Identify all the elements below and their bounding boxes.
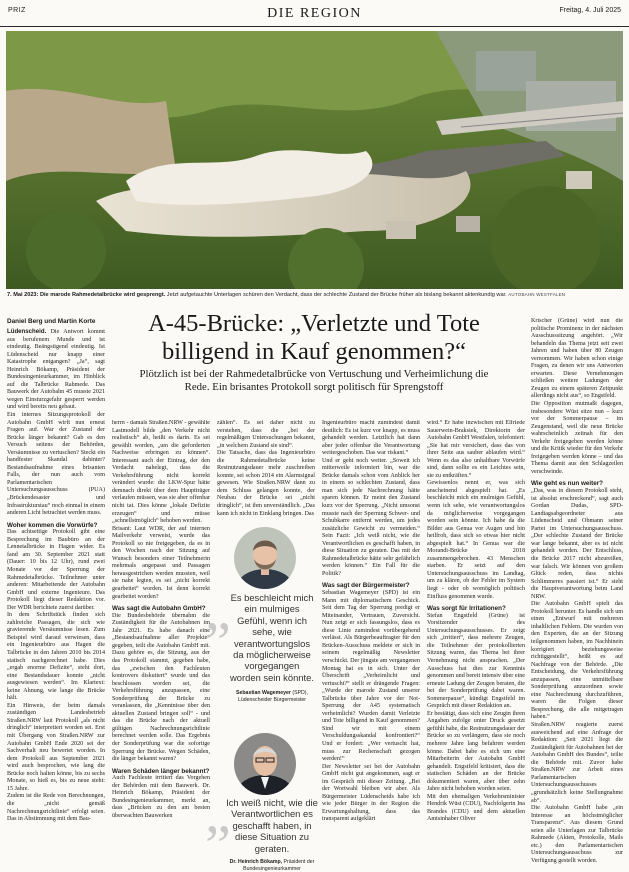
paragraph: In dem Schriftstück finden sich zahlreiche Passagen, die sich wie gravierende Versäumnisse lesen. Zum Beispiel wird darauf verwiesen, dass ein Ingenieurbüro aus Hagen die Talbrücke in den Jahren 2010 bis 2014 statisch nachgerechnet habe. Dies „ergab enorme Defizite“, steht dort, eine Bestandsdauer konnte „nicht ausgewiesen werden“. Im Klartext: keine Ahnung, wie lange die Brücke hält. xyxy=(7,612,105,702)
paragraph: Und er geht noch weiter. „Soweit ich mitterweile informiert bin, war die Brücke damals schon vom Anblick her in einem so schlechten Zustand, dass man sich jede Nachrechnung hätte sparen können. Er meint den Zustand kurz vor der Sperrung. „Nicht umsonst musste nach der Sperrung Schwer- und Schubkarre entfernt werden, um jedes zusätzliche Gewicht zu vermeiden.“ Sein Fazit: „Ich weiß nicht, wie die Verantwortlichen es geschafft haben, in diese Situation zu geraten. Das mit der Rahmedetalbrücke hätte sehr gefährlich werden können.“ Ein Fall für die Politik? xyxy=(322,457,420,577)
paragraph: Er bestätigt, dass sich eine Zeugin ihren Angaben zufolge unter Druck gesetzt gefühlt habe, die Restnutzungsdauer der Brücke so zu verlängern, dass sie noch mehrere Jahre lang befahren werden könne. Dabei habe es sich um eine Mitarbeiterin der Autobahn GmbH gehandelt. Engstfeld kritisiert, dass die statischen Schäden an der Brücke dokumentiert waren, aber über zehn Jahre nicht behoben worden seien. xyxy=(427,710,525,793)
paragraph: herrn - damals Straßen.NRW - gewählte Lastmodell bilde „den Verkehr nicht realistisch“ ab, heißt es darin. Es sei gewählt worden, „um die geforderten Nachweise erbringen zu können“. Interessant auch der Eintrag, der den Verdacht nahelegt, dass die Verkehrsführung nicht korrekt verändert wurde: die LKW-Spur hätte demnach direkt über dem Hauptträger verlaufen müssen, was sie aber offenbar nicht tat. Dies könne „lokale Defizite erzeugen“ und müsse „schnellstmöglich“ behoben werden. xyxy=(112,420,210,525)
paragraph: Der Newsletter sei bei der Autobahn GmbH nicht gut angekommen, sagt er im Gespräch mit dieser Zeitung. „Bei der Wortwahl bleiben wir aber. Als Bürgermeister Lüdenscheids habe ich wie jeder Bürger in der Region die Erwartungshaltung, dass das transparent aufgeklärt xyxy=(322,763,420,823)
paragraph: Ein Hinweis, der beim damals zuständigen Landesbetrieb Straßen.NRW laut Protokoll „als nicht dringlich“ interpretiert worden sei. Erst mit Übergang von Straßen.NRW zur Autobahn GmbH Ende 2020 sei der Sachverhalt neu bewertet worden. In dem Protokoll aus September 2021 wird auch besprochen, wie lang die Brücke noch halten könne, bis zu sechs Monate, so hieß es, bis zu neue steht: 15 Jahre. xyxy=(7,702,105,792)
pull-quote-wagemeyer xyxy=(230,592,314,703)
byline: Daniel Berg und Martin Korte xyxy=(7,318,96,325)
paragraph: Brisant: Laut WDR, der auf internen Mailverkehr verweist, wurde das Protokoll so nie freigegeben, da es in den Wochen nach der Sitzung auf Wunsch besonders einer Teilnehmerin mehrmals angepasst und Passagen herausgestrichen werden mussten, weil sie nahe legten, es sei „nicht korrekt gearbeitet“ worden. Ist denn korrekt gearbeitet worden? xyxy=(112,525,210,600)
issue-date: Freitag, 4. Juli 2025 xyxy=(559,7,621,14)
quote-attribution xyxy=(226,859,318,872)
paragraph: Zudem ist die Rede von Berechnungen, die „nicht gemäß Nachrechnungsrichtlinie“ erfolgt seien. Das in Abstimmung mit dem Bau- xyxy=(7,793,105,823)
headline: A-45-Brücke: „Verletzte und Tote billigend in Kauf genommen?“ xyxy=(148,310,480,365)
paragraph xyxy=(7,328,105,412)
quote-author: Dr. Heinrich Bökamp, xyxy=(229,859,283,866)
article-column-1 xyxy=(7,328,105,868)
paragraph: Sebastian Wagemeyer (SPD) ist ein Mann mit diplomatischem Geschick. Seit dem Tag der Sperrung predigt er Miteinander, Vertrauen, Zuversicht. Nun zeigt er sich fassungslos, dass es diese Linie zumindest vorübergehend verlässt. Als Bürgerbeauftragter für den Brücken-Ausschuss meldete er sich in seinem regelmäßig Newsletter verschickt. Der jüngste am vergangenen Montag hat es in sich. Unter der Überschrift „Verheimlicht und vertuscht?“ stellt er drängende Fragen: „Wurde der marode Zustand unserer Talbrücke über Jahre vor der Not-Sperrung der A45 systematisch verheimlicht? Wurden damit Verletzte und Tote billigend in Kauf genommen? Sind wir mit einem Verschuldungsskandal konfrontiert?“ Und er fordert: „Wer vertuscht hat, muss zur Rechenschaft gezogen werden!“ xyxy=(322,590,420,763)
paragraph: Die Bundesbehörde übernahm die Zuständigkeit für die Autobahnen im Jahr 2021. Es habe danach eine „Bestandsaufnahme aller Projekte“ gegeben, teilt die Autobahn GmbH mit. Dazu gehöre es, die Sitzung, aus der das Protokoll stammt, gegeben habe, das „zwischen den Fachleuten kontrovers diskutiert“ wurde und das beschlossen worden sei, die Verkehrsführung anzupassen, eine Sonderprüfung der Brücke zu veranlassen, die „Kenntnisse über den aktuellen Zustand bringen soll“ - und das die Brücke nach der aktuell gültigen Nachrechnungsrichtlinie berechnet werden solle. Das Ergebnis der Sonderprüfung war die sofortige Sperrung der Brücke. Wegen Schäden, die länger bekannt waren? xyxy=(112,612,210,763)
subheading: Woher kommen die Vorwürfe? xyxy=(7,521,98,529)
quote-mark-icon: „ xyxy=(205,780,231,845)
portrait-heinrich-bokamp xyxy=(234,733,296,795)
paragraph: Stefan Engstfeld (Grüne) ist Vorsitzender des Untersuchungsausschusses. Er zeigt sich „irritiert“, dass mehrere Zeugen, die Teilnehmer der protokollierten Sitzung waren, das Thema bei ihrer Vernehmung nicht ansprachen. „Der Ausschuss hat dies zur Kenntnis genommen und bereit intensiv über eine erneute Ladung der Zeugen beraten, die bei der Sonderprüfung dabei waren. Sommerpause“, kündigt Engstfeld im Gespräch mit dieser Redaktion an. xyxy=(427,612,525,710)
quote-role: (SPD), Lüdenscheider Bürgermeister xyxy=(237,690,308,703)
paragraph: Das achtseitige Protokoll gibt eine Besprechung im Baubüro an der Lennetalbrücke in Hagen wider. Es fand am 30. September 2021 statt (Dauer: 10 bis 12 Uhr), rund zwei Monate vor der Sperrung der Rahmedetalbrücke. Teilnehmer unter anderen: Mitarbeitende der Autobahn GmbH und externe Ingenieure. Das Protokoll liegt dieser Redaktion vor. Der WDR berichtete zuerst darüber. xyxy=(7,529,105,611)
subheading: Was sagt der Bürgermeister? xyxy=(322,582,410,590)
photo-caption xyxy=(7,291,622,299)
subheadline: Plötzlich ist bei der Rahmedetalbrücke von Vertuschung und Verheimlichung die Rede. Ein brisantes Protokoll sorgt politisch für Sprengstoff xyxy=(139,368,489,393)
subheading: Wie geht es nun weiter? xyxy=(531,480,604,488)
paragraph: Ein internes Sitzungsprotokoll der Autobahn GmbH wirft nun erneut Fragen auf. War der Zustand der Brücke länger bekannt? Gab es den Versuch seitens der Behörden, Versäumnisse zu vertuschen? Steckt ein handfester Skandal dahinter? Bestandsaufnahme eines brisanten Falls, der nun auch vom Parlamentarischen Untersuchungsausschuss (PUA) „Brückendesaster und Infrastrukturstau“ noch einmal in einem anderen Licht betrachtet werden muss. xyxy=(7,412,105,517)
paragraph: Die Tatsache, dass das Ingenieurbüro die Rahmedetalbrücke keine Restnutzungsdauer mehr zuschreiben konnte, sei schon 2014 ein Alarmsignal gewesen. Wie Straßen.NRW dann zu dem Schluss gelangen konnte, der Neubau der Brücke sei „nicht dringlich“, ist ihm unverständlich. „Das kann ich nicht in Einklang bringen. Das xyxy=(217,450,315,517)
paragraph: wird.“ Er habe inzwischen mit Elfriede Sauerwein-Braksiek, Direktorin der Autobahn GmbH Westfalen, telefoniert: „Sie hat mir versichert, dass das von ihrer Seite aus sauber ablaufen wird.“ Wenn es das also unhaltbare Vorwürfe sind, dann sollte es ein Leichtes sein, sie zu entkräften.“ xyxy=(427,420,525,479)
paragraph-text: Die Antwort kommt aus berufenem Munde und ist eindeutig. Beängstigend eindeutig. Ist Lüdenscheid nur knapp einer Katastrophe entgangen? „Ja“, sagt Heinrich Bökamp, Präsident der Bundesingenieurkammer, im Hinblick auf die Talbrücke Rahmede. Das Bauwerk der Autobahn 45 musste 2021 wegen Einsturzgefahr gesperrt werden und wird bereits neu gebaut. xyxy=(7,329,105,411)
quote-attribution xyxy=(230,690,314,703)
paragraph: Die Opposition mutmaßt dagegen, insbesondere Wüst sitze nun – kurz vor der Sommerpause – im Zeugenstand, weil die neue Brücke wahrscheinlich zeitnah für den Verkehr freigegeben werden könne und die Kritik wieder für den Verkehr freigegeben werden könne – und das Thema damit aus den Schlagzeilen verschwinde. xyxy=(531,401,623,475)
caption-lead: 7. Mai 2023: Die marode Rahmedetalbrücke wird gesprengt. xyxy=(7,292,166,298)
quote-role: Präsident der Bundesingenieurkammer xyxy=(243,859,315,872)
paragraph: „Das, was in diesem Protokoll steht, ist absolut erschreckend“, sagt auch Gordan Dudas, SPD-Landtagsabgeordneter aus Lüdenscheid und Obmann seiner Partei im Untersuchungsausschuss. „Der schlechte Zustand der Brücke war lange bekannt, aber es ist nicht gehandelt worden. Der Entschluss, die Brücke 2017 nicht abzureißen, war falsch. Wir können von großem Glück reden, dass nichts Schlimmeres passiert ist.“ Er sieht die Hauptverantwortung beim Land NRW. xyxy=(531,488,623,600)
caption-text: Jetzt aufgetauchte Unterlagen schüren den Verdacht, dass der schlechte Zustand der Brücke früher als bislang bekannt aktenkundig war. xyxy=(165,292,507,298)
quote-author: Sebastian Wagemeyer xyxy=(236,690,291,697)
portrait-sebastian-wagemeyer xyxy=(234,527,296,589)
article-column-6 xyxy=(531,318,623,868)
quote-text: Es beschleicht mich ein mulmiges Gefühl, wenn ich sehe, wie verantwortungslos da möglicherweise vorgegangen worden sein könnte. xyxy=(230,592,314,683)
paragraph: Straßen.NRW reagierte zuerst ausweichend auf eine Anfrage der Redaktion: „Seit 2021 liegt die Zuständigkeit für Autobahnen bei der Autobahn GmbH des Bundes“, teilte die Behörde mit. Zuvor habe Straßen.NRW zur Arbeit eines Parlamentarischen Untersuchungsausschusses „grundsätzlich keine Stellungnahme ab“. xyxy=(531,722,623,804)
article-column-5 xyxy=(427,420,525,868)
masthead xyxy=(0,0,629,27)
paragraph: Gewissenlos nennt er, was sich anscheinend abgespielt hat. „Es beschleicht mich ein mulmiges Gefühl, wenn ich sehe, wie verantwortungslos da möglicherweise vorgegangen worden sein könnte. Ich habe da die Bilder aus Genua vor Augen und bin heilfroh, dass sich so etwas hier nicht abgespielt hat.“ In Genua war die Morandi-Brücke 2018 zusammengebrochen. 43 Menschen starben. Er setzt auf den Untersuchungsausschuss im Landtag, um zu klären, ob der Fehler im System liegt - oder ob womöglich politisch Einfluss genommen wurde. xyxy=(427,480,525,600)
article-column-4 xyxy=(322,420,420,868)
subheading: Waren Schäden länger bekannt? xyxy=(112,767,210,775)
subheading: Was sorgt für Irritationen? xyxy=(427,605,506,613)
paragraph: Ingenieurbüro macht zumindest damit deutlich: Es ist kurz vor knapp, es muss gehandelt werden. Letztlich hat dann aber jeder offenbar die Verantwortung weitergeschoben. Das war riskant.“ xyxy=(322,420,420,457)
photo-credit: AUTOBAHN WESTFALEN xyxy=(508,292,566,297)
dateline: Lüdenscheid. xyxy=(7,328,47,335)
pull-quote-bokamp xyxy=(226,797,318,872)
article-column-3 xyxy=(217,420,315,522)
article-column-2 xyxy=(112,420,210,868)
paragraph: Mit den ehemaligen Verkehrsminister Hendrik Wüst (CDU), Nachfolgerin Ina Brandes (CDU) und dem aktuellen Amtsinhaber Oliver xyxy=(427,793,525,823)
paragraph: Die Autobahn GmbH habe „ein Interesse an höchstmöglicher Transparenz“. Aus diesem Grund seien alle Unterlagen zur Talbrücke Rahmede (Akten, Protokolle, Mails etc.) den Parlamentarischen Untersuchungsausschuss zur Verfügung gestellt worden. xyxy=(531,805,623,864)
paragraph: Auch Fachleute irritiert das Vorgehen der Behörden mit dem Bauwerk. Dr. Heinrich Bökamp, Präsident der Bundesingenieurkammer, merkt an, dass „Brücken zu den am besten überwachten Bauwerken xyxy=(112,775,210,819)
paragraph: zählen“. Es sei daher nicht zu verstehen, dass die „bei der regelmäßigen Untersuchungen bekannt, „in welchem Zustand sie sind“. xyxy=(217,420,315,449)
section-title: DIE REGION xyxy=(267,6,362,21)
quote-mark-icon: „ xyxy=(205,577,231,642)
page-label: PRIZ xyxy=(8,7,26,14)
quote-text: Ich weiß nicht, wie die Verantwortlichen es geschafft haben, in diese Situation zu geraten. xyxy=(226,797,318,854)
bridge-demolition-photo xyxy=(6,31,623,289)
paragraph: Krischer (Grüne) wird nun die politische Prominenz in der nächsten Ausschusssitzung angehört. „Wir behandeln das Thema jetzt seit zwei Jahren und haben über 80 Zeugen vernommen. Wir haben schon einige Fragen, zu denen wir uns Antworten erwarten. Diese Vernehmungen schließen weitere Ladungen der Zeugen zu einem späteren Zeitpunkt allerdings nicht aus“, so Engstfeld. xyxy=(531,318,623,400)
subheading: Was sagt die Autobahn GmbH? xyxy=(112,605,206,613)
paragraph: Die Autobahn GmbH spielt das Protokoll herunter. Es handle sich um einen „Entwurf mit mehreren inhaltlichen Fehlern. Die wurden von den Experten, die an der Sitzung teilgenommen haben, im Nachhinein korrigiert beziehungsweise richtiggestellt“, heißt es auf Nachfrage von der Behörde. „Die Entscheidung, die Verkehrsführung anzupassen, eine unmittelbare Sonderprüfung anzuordnen sowie eine Nachrechnung durchzuführen, waren die Folgen dieser Besprechung, die alle mitgetragen haben.“ xyxy=(531,601,623,721)
